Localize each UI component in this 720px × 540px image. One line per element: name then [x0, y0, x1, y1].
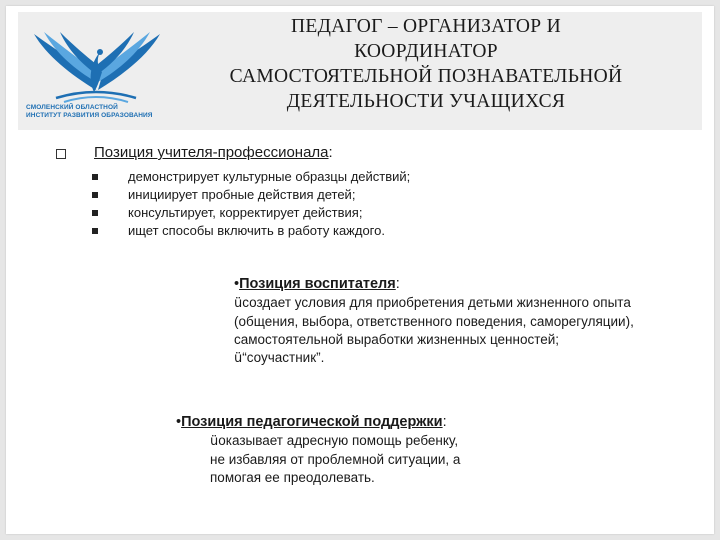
- square-bullet-icon: [92, 174, 98, 180]
- checkmark-icon: ü: [234, 296, 243, 311]
- teacher-heading-colon: :: [328, 144, 333, 161]
- square-bullet-icon: [92, 210, 98, 216]
- title-line-3: САМОСТОЯТЕЛЬНОЙ ПОЗНАВАТЕЛЬНОЙ: [229, 66, 623, 87]
- support-line-3: помогая ее преодолевать.: [210, 470, 375, 485]
- teacher-bullet-list: [90, 168, 650, 240]
- logo: [26, 20, 166, 130]
- support-line-2: не избавляя от проблемной ситуации, а: [210, 452, 461, 467]
- list-item-text: ищет способы включить в работу каждого.: [128, 223, 385, 238]
- logo-line-1: СМОЛЕНСКИЙ ОБЛАСТНОЙ: [26, 104, 118, 111]
- checkbox-bullet-icon: [56, 149, 66, 159]
- logo-line-2: ИНСТИТУТ РАЗВИТИЯ ОБРАЗОВАНИЯ: [26, 112, 153, 119]
- support-heading: [176, 412, 576, 432]
- educator-heading-colon: :: [395, 276, 400, 292]
- teacher-heading-text: Позиция учителя-профессионала: [94, 144, 329, 161]
- support-line-1: оказывает адресную помощь ребенку,: [218, 433, 459, 448]
- page-title: [156, 14, 696, 114]
- support-section: [176, 412, 576, 487]
- educator-line-1: создает условия для приобретения детьми жизненного опыта: [242, 295, 631, 310]
- list-item: [90, 204, 650, 222]
- support-heading-text: Позиция педагогической поддержки: [181, 414, 443, 430]
- list-item-text: демонстрирует культурные образцы действий;: [128, 169, 411, 184]
- support-heading-colon: :: [442, 414, 447, 430]
- square-bullet-icon: [92, 228, 98, 234]
- title-line-4: ДЕЯТЕЛЬНОСТИ УЧАЩИХСЯ: [286, 91, 566, 112]
- logo-caption: [26, 104, 166, 120]
- list-item: [90, 168, 650, 186]
- list-item: [90, 222, 650, 240]
- bullet-icon: •: [234, 276, 240, 292]
- bullet-icon: •: [176, 414, 182, 430]
- support-body: [176, 432, 576, 487]
- educator-section: [234, 274, 714, 368]
- list-item-text: консультирует, корректирует действия;: [128, 205, 363, 220]
- phoenix-logo-icon: [26, 20, 166, 104]
- square-bullet-icon: [92, 192, 98, 198]
- educator-body: [234, 294, 714, 368]
- slide: [6, 6, 714, 534]
- title-line-2: КООРДИНАТОР: [354, 41, 498, 62]
- teacher-heading: [94, 144, 333, 161]
- checkmark-icon: ü: [210, 434, 219, 449]
- checkmark-icon: ü: [234, 351, 243, 366]
- educator-heading: [234, 274, 714, 294]
- educator-line-3: самостоятельной выработки жизненных ценностей;: [234, 332, 560, 347]
- educator-heading-text: Позиция воспитателя: [239, 276, 396, 292]
- educator-line-4: “соучастник”.: [242, 350, 325, 365]
- educator-line-2: (общения, выбора, ответственного поведения, саморегуляции),: [234, 314, 634, 329]
- list-item-text: инициирует пробные действия детей;: [128, 187, 356, 202]
- list-item: [90, 186, 650, 204]
- title-line-1: ПЕДАГОГ – ОРГАНИЗАТОР И: [291, 16, 561, 37]
